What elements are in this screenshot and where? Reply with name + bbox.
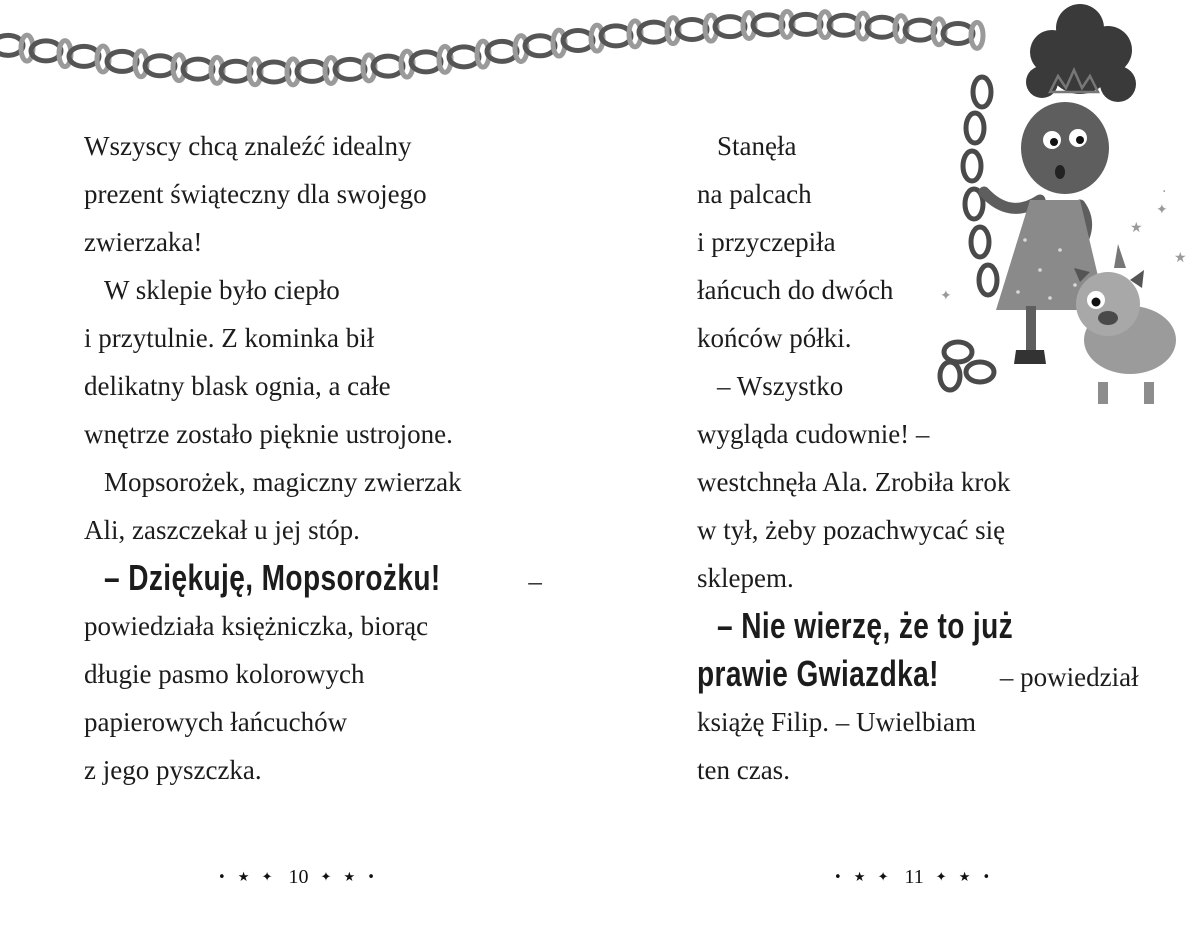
text-line: papierowych łańcuchów [84, 707, 348, 737]
chain-link [183, 59, 213, 79]
page-number-right [834, 862, 994, 892]
text-line: westchnęła Ala. Zrobiła krok [697, 467, 1011, 497]
chain-link [563, 31, 593, 51]
chain-link [639, 22, 669, 42]
chain-link [259, 62, 289, 82]
chain-link [715, 17, 745, 37]
text-line: prezent świąteczny dla swojego [84, 179, 427, 209]
text-line: książę Filip. – Uwielbiam [697, 707, 976, 737]
chain-link [449, 47, 479, 67]
folio-ornament-icon: ✦ ★ • [320, 869, 379, 885]
chain-link [69, 46, 99, 66]
text-line: W sklepie było ciepło [104, 275, 340, 305]
chain-link [411, 52, 441, 72]
page-number-10: 10 [288, 865, 309, 888]
text-line: – Wszystko [717, 371, 844, 401]
page-number-11: 11 [904, 865, 924, 888]
dialogue-tail: – powiedział [993, 662, 1139, 692]
dialogue-quote: – Dziękuję, Mopsorożku! [104, 557, 441, 598]
svg-text:·: · [1162, 184, 1167, 200]
text-line: w tył, żeby pozachwycać się [697, 515, 1006, 545]
text-line: Mopsorożek, magiczny zwierzak [104, 467, 462, 497]
svg-text:★: ★ [1174, 250, 1187, 266]
chain-link [525, 36, 555, 56]
chain-link [107, 51, 137, 71]
text-line: powiedziała księżniczka, biorąc [84, 611, 429, 641]
chain-link [677, 19, 707, 39]
chain-link [829, 15, 859, 35]
chain-link [867, 17, 897, 37]
right-page-text [697, 122, 1137, 794]
text-line: Ali, zaszczekał u jej stóp. [84, 515, 360, 545]
chain-link [373, 56, 403, 76]
text-line: końców półki. [697, 323, 852, 353]
chain-link [31, 41, 61, 61]
text-line: sklepem. [697, 563, 794, 593]
chain-link [335, 59, 365, 79]
text-line: Stanęła [717, 131, 797, 161]
text-line: delikatny blask ognia, a całe [84, 371, 391, 401]
chain-link [753, 15, 783, 35]
dialogue-tail: – [521, 566, 542, 596]
dialogue-quote: – Nie wierzę, że to już [717, 605, 1014, 646]
chain-link [297, 61, 327, 81]
left-page-text [84, 122, 542, 794]
text-line [84, 554, 542, 602]
chain-link [145, 56, 175, 76]
chain-link [601, 26, 631, 46]
text-line [697, 602, 1137, 650]
chain-link [487, 41, 517, 61]
text-line [697, 650, 1137, 698]
text-line: długie pasmo kolorowych [84, 659, 365, 689]
svg-text:★: ★ [1130, 220, 1143, 236]
text-line: zwierzaka! [84, 227, 203, 257]
text-line: wnętrze zostało pięknie ustrojone. [84, 419, 453, 449]
svg-text:✦: ✦ [940, 288, 952, 304]
text-line: wygląda cudownie! – [697, 419, 930, 449]
text-line: na palcach [697, 179, 812, 209]
folio-ornament-icon: ✦ ★ • [935, 869, 995, 885]
chain-link [221, 61, 251, 81]
text-line: Wszyscy chcą znaleźć idealny [84, 131, 412, 161]
text-line: ten czas. [697, 755, 790, 785]
folio-ornament-icon: • ★ ✦ [218, 869, 277, 885]
folio-ornament-icon: • ★ ✦ [834, 869, 893, 885]
text-line: i przytulnie. Z kominka bił [84, 323, 375, 353]
text-line: i przyczepiła [697, 227, 836, 257]
text-line: łańcuch do dwóch [697, 275, 894, 305]
dialogue-quote: prawie Gwiazdka! [697, 653, 939, 694]
text-line: z jego pyszczka. [84, 755, 262, 785]
svg-text:✦: ✦ [1156, 202, 1168, 218]
page-number-left [218, 862, 379, 892]
